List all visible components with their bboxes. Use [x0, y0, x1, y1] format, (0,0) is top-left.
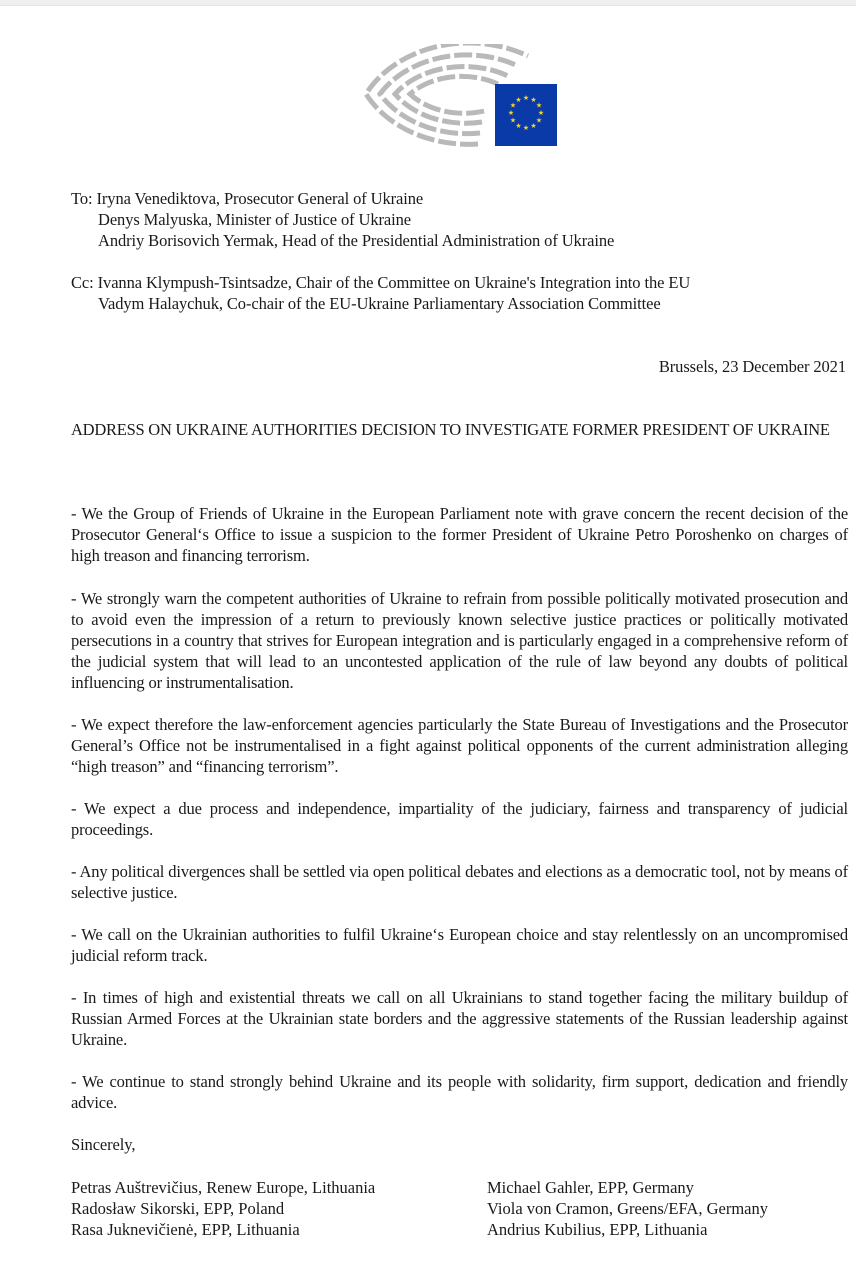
- paragraph: - We expect therefore the law-enforcement agencies particularly the State Bureau of Investigations and the Prosecutor General’s Office not be instrumentalised in a fight against political opponents of the current administration alleging “high treason” and “financing terrorism”.: [71, 715, 848, 776]
- signatory: Petras Auštrevičius, Renew Europe, Lithuania: [71, 1178, 376, 1197]
- svg-text:★: ★: [535, 101, 543, 110]
- recipient: Iryna Venediktova, Prosecutor General of Ukraine: [96, 189, 424, 208]
- svg-text:★: ★: [515, 96, 522, 104]
- svg-text:★: ★: [537, 109, 545, 117]
- svg-text:★: ★: [515, 122, 522, 130]
- recipient: Andriy Borisovich Yermak, Head of the Presidential Administration of Ukraine: [98, 231, 615, 250]
- svg-text:★: ★: [530, 122, 537, 130]
- cc-recipient: Ivanna Klympush-Tsintsadze, Chair of the Committee on Ukraine's Integration into the EU: [97, 273, 691, 292]
- cc-recipient: Vadym Halaychuk, Co-chair of the EU-Ukraine Parliamentary Association Committee: [98, 294, 661, 313]
- to-label: To:: [71, 189, 93, 208]
- paragraph: - In times of high and existential threats we call on all Ukrainians to stand together facing the military buildup of Russian Armed Forces at the Ukrainian state borders and the aggressive statements of the Russian leadership against Ukraine.: [71, 988, 848, 1049]
- document-title: ADDRESS ON UKRAINE AUTHORITIES DECISION TO INVESTIGATE FORMER PRESIDENT OF UKRAINE: [71, 420, 830, 439]
- svg-text:★: ★: [509, 116, 517, 125]
- paragraph: - We the Group of Friends of Ukraine in the European Parliament note with grave concern the recent decision of the Prosecutor General‘s Office to issue a suspicion to the former President of Ukraine Petro Poroshenko on charges of high treason and financing terrorism.: [71, 504, 848, 565]
- cc-label: Cc:: [71, 273, 94, 292]
- svg-text:★: ★: [522, 124, 530, 132]
- to-line-1: [71, 188, 423, 209]
- svg-text:★: ★: [509, 101, 517, 110]
- signatory: Andrius Kubilius, EPP, Lithuania: [487, 1220, 708, 1239]
- cc-line-1: [71, 272, 690, 293]
- signatory: Radosław Sikorski, EPP, Poland: [71, 1199, 285, 1218]
- place-date: Brussels, 23 December 2021: [658, 357, 846, 376]
- top-edge-bar: [0, 0, 856, 6]
- paragraph: - We strongly warn the competent authorities of Ukraine to refrain from possible politically motivated prosecution and to avoid even the impression of a return to previously known selective justice practices or politically motivated persecutions in a country that strives for European integration and is particularly engaged in a comprehensive reform of the judicial system that will lead to an uncontested application of the rule of law beyond any doubts of political influencing or instrumentalisation.: [71, 589, 848, 692]
- recipient: Denys Malyuska, Minister of Justice of Ukraine: [98, 210, 411, 229]
- signatory: Viola von Cramon, Greens/EFA, Germany: [487, 1199, 768, 1218]
- paragraph: - Any political divergences shall be settled via open political debates and elections as a democratic tool, not by means of selective justice.: [71, 862, 848, 902]
- svg-text:★: ★: [530, 96, 537, 104]
- paragraph: - We continue to stand strongly behind Ukraine and its people with solidarity, firm support, dedication and friendly advice.: [71, 1072, 848, 1112]
- signatory: Michael Gahler, EPP, Germany: [487, 1178, 694, 1197]
- svg-text:★: ★: [507, 109, 515, 117]
- signatories-right: [487, 1177, 768, 1240]
- european-parliament-logo-icon: [358, 44, 558, 148]
- svg-text:★: ★: [522, 94, 530, 102]
- signatory: Rasa Juknevičienė, EPP, Lithuania: [71, 1220, 300, 1239]
- signatories-left: [71, 1177, 375, 1240]
- closing: Sincerely,: [71, 1135, 136, 1154]
- paragraph: - We call on the Ukrainian authorities to fulfil Ukraine‘s European choice and stay relentlessly on an uncompromised judicial reform track.: [71, 925, 848, 965]
- paragraph: - We expect a due process and independence, impartiality of the judiciary, fairness and transparency of judicial proceedings.: [71, 799, 848, 839]
- svg-text:★: ★: [535, 116, 543, 125]
